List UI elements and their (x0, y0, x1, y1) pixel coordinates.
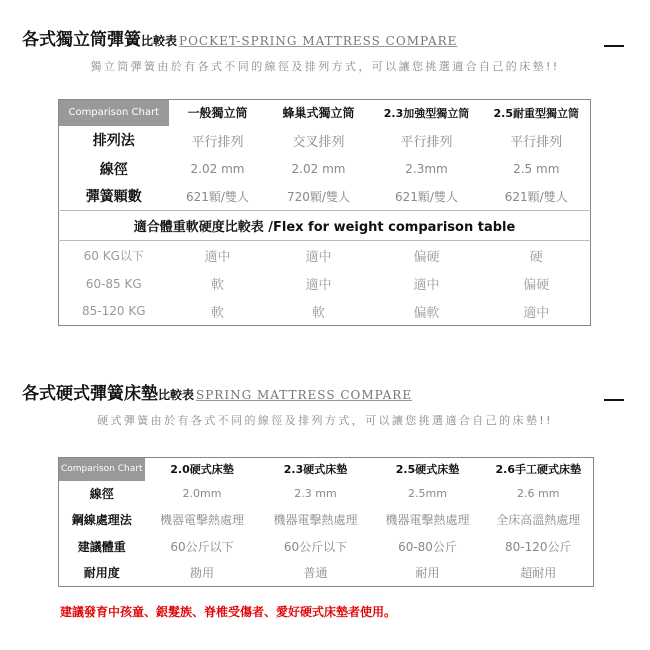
table-cell: 機器電擊熱處理 (159, 513, 244, 527)
table-cell: 60-80公斤 (398, 539, 457, 554)
table-cell: 軟 (311, 305, 325, 321)
spring-comparison-table (58, 457, 594, 587)
row-header: 線徑 (89, 487, 114, 501)
pocket-col-header: 一般獨立筒 (187, 106, 248, 121)
table-cell: 2.02 mm (190, 161, 245, 176)
spring-section-title (22, 379, 412, 404)
table-cell: 普通 (303, 566, 328, 581)
table-cell: 2.3mm (405, 161, 448, 176)
table-cell: 軟 (210, 305, 224, 321)
table-row (59, 270, 591, 298)
table-cell: 621顆/雙人 (504, 189, 568, 204)
spring-header-row (59, 458, 594, 481)
comparison-chart-label: Comparison Chart (59, 458, 145, 481)
spring-col-header: 2.3硬式床墊 (283, 463, 348, 477)
table-cell: 621顆/雙人 (395, 189, 458, 204)
spring-title-small: 比較表 (158, 388, 195, 402)
table-cell: 偏硬 (413, 249, 440, 265)
table-row (59, 298, 591, 326)
table-cell: 耐用 (415, 566, 440, 581)
table-cell: 硬 (529, 249, 543, 265)
row-header: 排列法 (92, 133, 135, 149)
table-cell: 全床高溫熱處理 (496, 513, 581, 527)
spring-title: 各式硬式彈簧床墊 (22, 384, 158, 404)
spring-section-header (22, 380, 624, 404)
table-cell: 偏軟 (413, 305, 440, 321)
table-row (59, 155, 591, 183)
spring-col-header: 2.0硬式床墊 (170, 463, 234, 477)
pocket-subtitle: 獨立筒彈簧由於有各式不同的線徑及排列方式，可以讓您挑選適合自己的床墊!! (90, 60, 560, 73)
table-row (59, 533, 594, 560)
pocket-header-row (59, 100, 591, 126)
table-cell: 機器電擊熱處理 (273, 513, 358, 527)
table-cell: 2.3 mm (294, 487, 337, 500)
table-cell: 平行排列 (191, 134, 244, 150)
table-row (59, 560, 594, 587)
table-row (59, 481, 594, 507)
table-cell: 偏硬 (523, 278, 550, 293)
pocket-comparison-table (58, 99, 591, 326)
table-cell: 平行排列 (400, 134, 453, 150)
row-header: 彈簧顆數 (85, 189, 142, 206)
table-cell: 軟 (210, 278, 224, 293)
pocket-col-header: 蜂巢式獨立筒 (282, 106, 355, 121)
table-cell: 2.5 mm (513, 161, 560, 176)
spring-header-rule (604, 399, 624, 401)
pocket-col-header: 2.5耐重型獨立筒 (493, 106, 579, 120)
spring-col-header: 2.6手工硬式床墊 (495, 463, 581, 477)
table-cell: 適中 (305, 278, 332, 293)
weight-row-header: 60-85 KG (85, 276, 142, 291)
table-cell: 60公斤以下 (170, 539, 234, 554)
table-cell: 勘用 (189, 566, 214, 581)
table-cell: 適中 (204, 249, 231, 265)
table-cell: 超耐用 (520, 566, 557, 581)
pocket-col-header: 2.3加強型獨立筒 (383, 106, 470, 120)
spring-title-en: SPRING MATTRESS COMPARE (196, 388, 413, 402)
pocket-title-en: POCKET-SPRING MATTRESS COMPARE (179, 34, 458, 48)
table-row (59, 126, 591, 155)
table-cell: 交叉排列 (292, 134, 345, 150)
spring-subtitle: 硬式彈簧由於有各式不同的線徑及排列方式，可以讓您挑選適合自己的床墊!! (97, 414, 553, 427)
table-cell: 2.6 mm (517, 487, 560, 500)
row-header: 建議體重 (77, 539, 126, 554)
table-cell: 621顆/雙人 (186, 189, 249, 204)
table-cell: 60公斤以下 (283, 539, 348, 554)
flex-title-row (59, 211, 591, 241)
table-cell: 2.0mm (182, 487, 222, 500)
row-header: 線徑 (99, 161, 128, 178)
table-cell: 2.5mm (408, 487, 447, 500)
row-header: 耐用度 (83, 566, 120, 581)
table-row (59, 241, 591, 270)
table-row (59, 507, 594, 533)
table-cell: 平行排列 (510, 134, 563, 150)
pocket-section-header (22, 26, 624, 50)
table-cell: 適中 (305, 249, 332, 265)
spring-col-header: 2.5硬式床墊 (395, 463, 460, 477)
table-cell: 機器電擊熱處理 (385, 513, 470, 527)
recommendation-note: 建議發育中孩童、銀髮族、脊椎受傷者、愛好硬式床墊者使用。 (60, 605, 397, 619)
table-cell: 80-120公斤 (504, 539, 572, 554)
table-cell: 720顆/雙人 (287, 189, 350, 204)
pocket-header-rule (604, 45, 624, 47)
weight-row-header: 60 KG以下 (83, 248, 144, 263)
pocket-section-title (22, 25, 457, 50)
table-cell: 適中 (413, 278, 440, 293)
pocket-title-small: 比較表 (141, 34, 178, 48)
comparison-chart-label: Comparison Chart (59, 100, 169, 126)
weight-row-header: 85-120 KG (82, 304, 146, 319)
flex-table-title: 適合體重軟硬度比較表 /Flex for weight comparison table (59, 211, 591, 241)
table-row (59, 183, 591, 211)
table-cell: 2.02 mm (291, 161, 346, 176)
row-header: 鋼線處理法 (71, 513, 132, 527)
pocket-title: 各式獨立筒彈簧 (22, 30, 141, 50)
table-cell: 適中 (523, 305, 550, 321)
